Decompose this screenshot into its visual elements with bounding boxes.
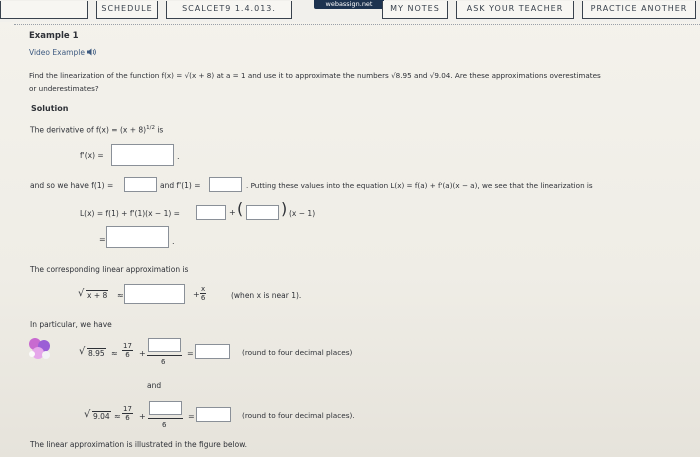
- tab-assignment-code[interactable]: SCALCET9 1.4.013.: [166, 1, 292, 19]
- top-toolbar: [0, 0, 700, 22]
- divider: [14, 24, 700, 25]
- frac-17-6-b-den: 6: [125, 414, 130, 422]
- color-blob-icon: [26, 336, 54, 362]
- question-line-1: Find the linearization of the function f(x) = √(x + 8) at a = 1 and use it to approximate the numbers √8.95 and √9.04. Are these approximations overestimates: [29, 71, 601, 80]
- derivative-exponent: 1/2: [146, 125, 155, 131]
- period-2: .: [172, 237, 175, 246]
- result-input-895[interactable]: [195, 344, 230, 359]
- fraction-bar-904: [148, 418, 183, 419]
- plus-sign: +: [193, 290, 200, 299]
- frac-17-6-a-den: 6: [125, 351, 130, 359]
- close-paren: ): [281, 199, 288, 218]
- approx-sign-904: ≈: [114, 412, 121, 421]
- derivative-intro-text: The derivative of f(x) = (x + 8): [30, 125, 147, 135]
- numerator-input-895[interactable]: [148, 338, 181, 352]
- sqrt-symbol: √: [78, 288, 85, 299]
- tab-ask-teacher[interactable]: ASK YOUR TEACHER: [456, 1, 574, 19]
- sqrt-symbol-904: √: [84, 409, 91, 420]
- frac-17-6-a-num: 17: [123, 342, 132, 350]
- den-904: 6: [162, 421, 167, 429]
- fprime-input[interactable]: [111, 144, 174, 166]
- plus-904: +: [139, 412, 146, 421]
- den-895: 6: [161, 358, 166, 366]
- f1-input[interactable]: [124, 177, 157, 192]
- putting-values-text: . Putting these values into the equation L(x) = f(a) + f'(a)(x − a), we see that the linearization is: [246, 181, 593, 190]
- when-near-text: (when x is near 1).: [231, 291, 302, 300]
- illustrated-text: The linear approximation is illustrated in the figure below.: [30, 440, 248, 449]
- approx-sign: ≈: [117, 291, 124, 300]
- sqrt-symbol-895: √: [79, 346, 86, 357]
- speaker-icon[interactable]: [87, 48, 96, 56]
- tab-practice-another[interactable]: PRACTICE ANOTHER: [582, 1, 696, 19]
- solution-heading: Solution: [31, 104, 69, 113]
- linear-approx-input[interactable]: [124, 284, 185, 304]
- radicand-895: 8.95: [88, 349, 105, 358]
- round-note-1: (round to four decimal places): [242, 348, 353, 357]
- frac-17-6-a: [122, 342, 133, 359]
- in-particular-text: In particular, we have: [30, 320, 112, 329]
- fprime-label: f'(x) =: [80, 151, 104, 160]
- open-paren: (: [237, 199, 244, 218]
- x-over-6-num: x: [201, 285, 206, 293]
- lx-constant-input[interactable]: [196, 205, 226, 220]
- lx-plus: +: [229, 208, 236, 217]
- and-word: and: [147, 381, 162, 390]
- fprime1-input[interactable]: [209, 177, 242, 192]
- derivative-intro: [30, 125, 163, 135]
- sqrt-radicand: x + 8: [87, 291, 108, 300]
- derivative-is: is: [157, 125, 164, 135]
- period-1: .: [177, 152, 180, 161]
- lx-slope-input[interactable]: [246, 205, 279, 220]
- round-note-2: (round to four decimal places).: [242, 411, 355, 420]
- tab-schedule[interactable]: SCHEDULE: [96, 1, 158, 19]
- equals-1: =: [99, 235, 106, 244]
- approx-sign-895: ≈: [111, 349, 118, 358]
- x-minus-1: (x − 1): [289, 209, 316, 218]
- and-fprime-text: and f'(1) =: [160, 181, 201, 190]
- so-we-have-text: and so we have f(1) =: [30, 181, 114, 190]
- radicand-904: 9.04: [93, 412, 110, 421]
- video-example-link[interactable]: [29, 48, 96, 57]
- equals-895: =: [187, 349, 194, 358]
- brand-logo: webassign.net: [314, 0, 384, 9]
- fraction-bar-895: [147, 355, 182, 356]
- lx-label: L(x) = f(1) + f'(1)(x − 1) =: [80, 209, 180, 218]
- lx-simplified-input[interactable]: [106, 226, 169, 248]
- result-input-904[interactable]: [196, 407, 231, 422]
- tab-previous[interactable]: [0, 1, 88, 19]
- linear-approx-intro: The corresponding linear approximation is: [30, 265, 189, 274]
- example-title: Example 1: [29, 31, 79, 41]
- frac-17-6-b: [122, 405, 133, 422]
- frac-17-6-b-num: 17: [123, 405, 132, 413]
- question-line-2: or underestimates?: [29, 84, 99, 93]
- numerator-input-904[interactable]: [149, 401, 182, 415]
- x-over-6-den: 6: [200, 294, 206, 302]
- video-example-label: Video Example: [29, 48, 85, 57]
- tab-my-notes[interactable]: MY NOTES: [382, 1, 448, 19]
- plus-895: +: [139, 349, 146, 358]
- equals-904: =: [188, 412, 195, 421]
- x-over-6: [200, 285, 206, 302]
